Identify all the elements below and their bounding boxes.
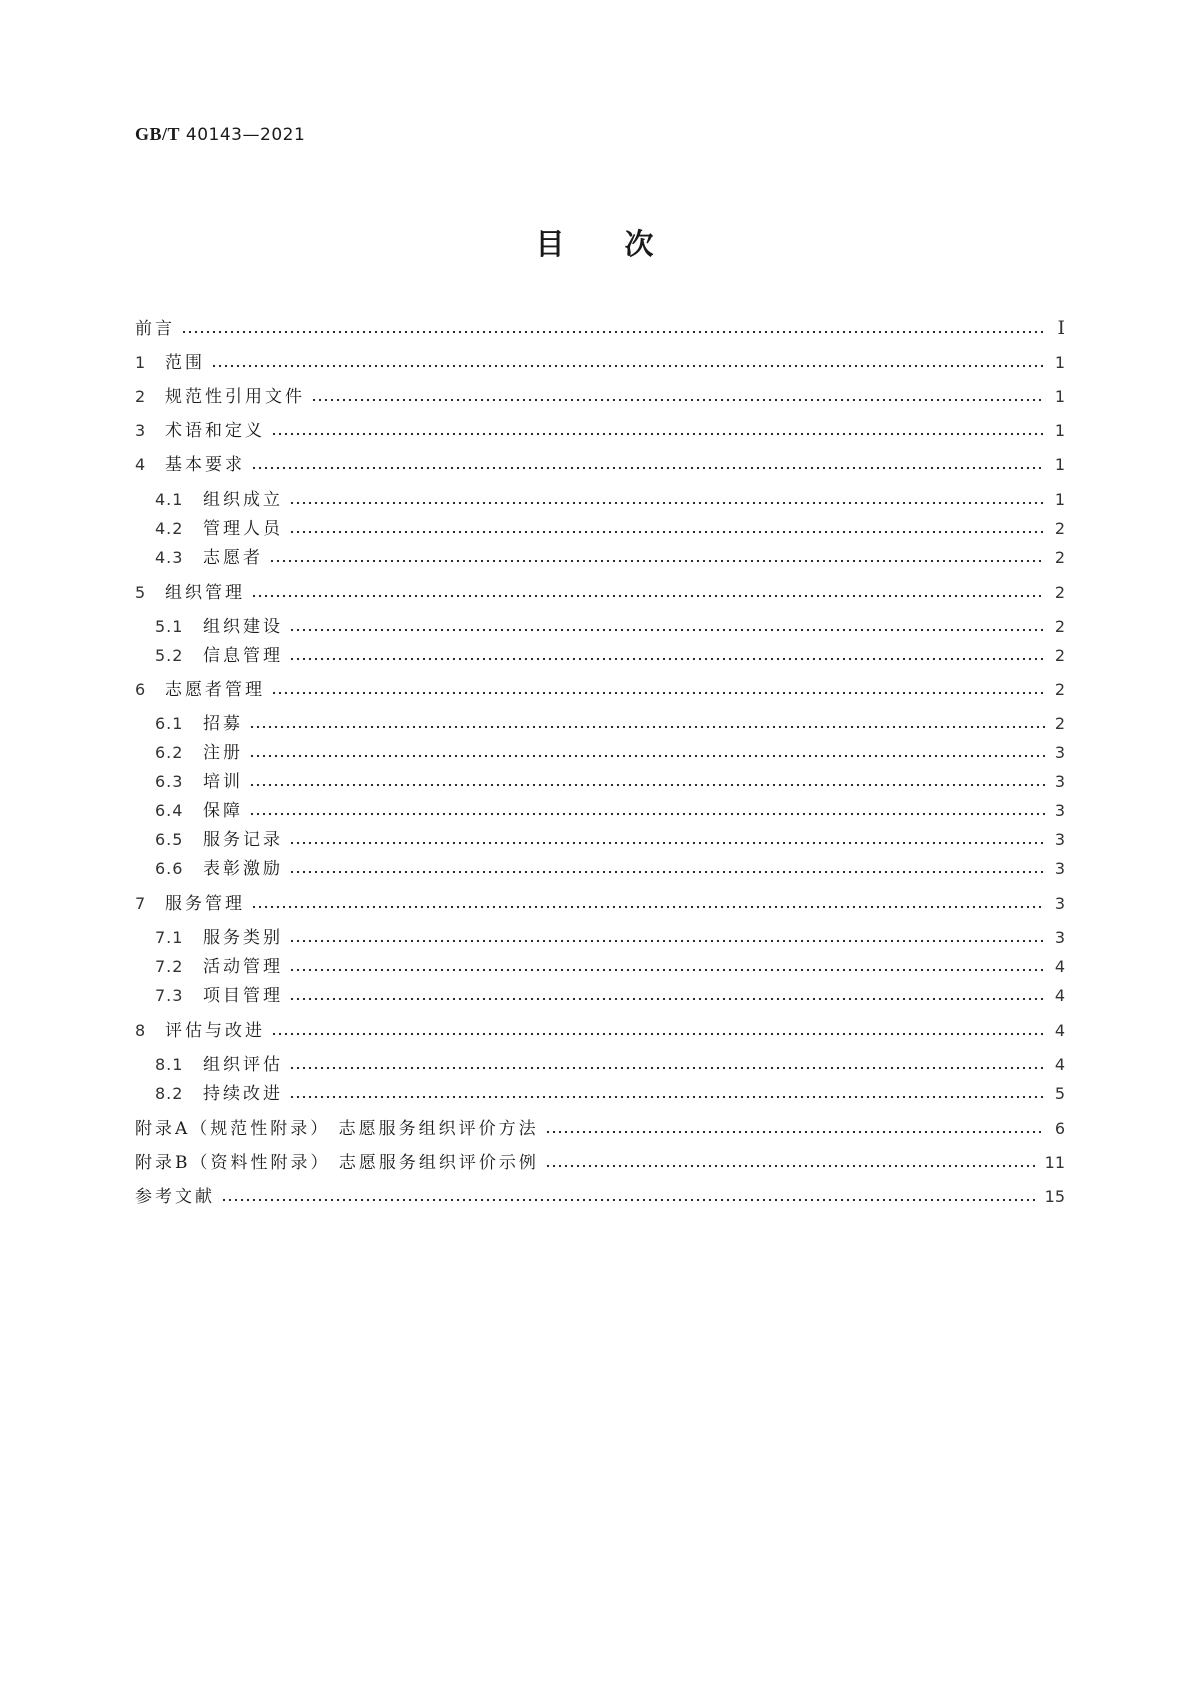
toc-leader-dots bbox=[289, 530, 1045, 534]
toc-entry-page: 2 bbox=[1054, 519, 1065, 538]
toc-leader-dots bbox=[271, 432, 1045, 436]
toc-entry[interactable] bbox=[155, 984, 1065, 1008]
toc-entry-number: 7.1 bbox=[155, 928, 184, 947]
toc-entry-page: 4 bbox=[1054, 1055, 1065, 1074]
standard-number bbox=[135, 124, 305, 145]
toc-entry-page: 1 bbox=[1054, 455, 1065, 474]
toc-entry-label: 组织管理 bbox=[165, 583, 245, 603]
toc-entry[interactable] bbox=[155, 1053, 1065, 1077]
toc-entry-number: 6.2 bbox=[155, 743, 184, 762]
page-title-char-2: 次 bbox=[624, 227, 656, 261]
toc-entry-number: 4 bbox=[135, 455, 146, 474]
toc-entry[interactable] bbox=[155, 857, 1065, 881]
toc-entry[interactable] bbox=[155, 828, 1065, 852]
toc-entry[interactable] bbox=[155, 488, 1065, 512]
toc-entry-label: 参考文献 bbox=[135, 1187, 215, 1207]
toc-entry-label: 志愿者管理 bbox=[165, 680, 265, 700]
toc-entry-label: 管理人员 bbox=[203, 519, 283, 539]
toc-leader-dots bbox=[271, 1032, 1045, 1036]
toc-entry-label: 术语和定义 bbox=[165, 421, 265, 441]
toc-entry[interactable] bbox=[155, 517, 1065, 541]
toc-entry-label: 范围 bbox=[165, 353, 205, 373]
toc-entry-label: 组织建设 bbox=[203, 617, 283, 637]
toc-entry[interactable] bbox=[135, 1117, 1065, 1141]
toc-entry-number: 7.2 bbox=[155, 957, 184, 976]
toc-leader-dots bbox=[289, 501, 1045, 505]
toc-entry-number: 8 bbox=[135, 1021, 146, 1040]
toc-entry-page: 1 bbox=[1054, 490, 1065, 509]
toc-entry-page: 2 bbox=[1054, 680, 1065, 699]
toc-leader-dots bbox=[249, 754, 1045, 758]
toc-entry-label: 信息管理 bbox=[203, 646, 283, 666]
toc-leader-dots bbox=[289, 657, 1045, 661]
toc-leader-dots bbox=[251, 594, 1045, 598]
toc-entry-page: 11 bbox=[1044, 1153, 1065, 1172]
toc-leader-dots bbox=[251, 905, 1045, 909]
toc-entry-page: 3 bbox=[1054, 743, 1065, 762]
toc-leader-dots bbox=[289, 939, 1045, 943]
toc-entry[interactable] bbox=[135, 581, 1065, 605]
toc-entry-number: 2 bbox=[135, 387, 146, 406]
toc-entry[interactable] bbox=[135, 678, 1065, 702]
toc-entry[interactable] bbox=[155, 770, 1065, 794]
toc-entry-page: 1 bbox=[1054, 421, 1065, 440]
toc-entry-label: 服务管理 bbox=[165, 894, 245, 914]
toc-entry-number: 7 bbox=[135, 894, 146, 913]
toc-entry-page: 2 bbox=[1054, 646, 1065, 665]
toc-leader-dots bbox=[289, 997, 1045, 1001]
toc-entry-number: 4.3 bbox=[155, 548, 184, 567]
toc-entry-label: 组织成立 bbox=[203, 490, 283, 510]
toc-leader-dots bbox=[289, 870, 1045, 874]
toc-entry-label: 注册 bbox=[203, 743, 243, 763]
toc-entry[interactable] bbox=[155, 799, 1065, 823]
toc-entry-page: 6 bbox=[1054, 1119, 1065, 1138]
toc-entry-number: 5 bbox=[135, 583, 146, 602]
standard-prefix: GB/T bbox=[135, 124, 181, 144]
standard-code: 40143—2021 bbox=[185, 125, 306, 145]
toc-leader-dots bbox=[545, 1164, 1035, 1168]
toc-entry-label: 评估与改进 bbox=[165, 1021, 265, 1041]
toc-entry-label: 组织评估 bbox=[203, 1055, 283, 1075]
toc-leader-dots bbox=[181, 330, 1045, 334]
toc-leader-dots bbox=[271, 691, 1045, 695]
toc-entry-label: 服务记录 bbox=[203, 830, 283, 850]
toc-leader-dots bbox=[251, 466, 1045, 470]
toc-entry-label: 招募 bbox=[203, 714, 243, 734]
toc-leader-dots bbox=[289, 841, 1045, 845]
toc-entry[interactable] bbox=[155, 712, 1065, 736]
toc-leader-dots bbox=[289, 628, 1045, 632]
toc-entry-page: 2 bbox=[1054, 583, 1065, 602]
toc-entry-number: 5.1 bbox=[155, 617, 184, 636]
toc-entry-page: 3 bbox=[1054, 894, 1065, 913]
toc-entry-label: 规范性引用文件 bbox=[165, 387, 305, 407]
toc-entry-number: 6 bbox=[135, 680, 146, 699]
toc-entry-label: 保障 bbox=[203, 801, 243, 821]
toc-entry-page: 2 bbox=[1054, 617, 1065, 636]
toc-entry-label: 持续改进 bbox=[203, 1084, 283, 1104]
toc-entry-page: 4 bbox=[1054, 986, 1065, 1005]
toc-entry-page: 3 bbox=[1054, 928, 1065, 947]
toc-entry-number: 3 bbox=[135, 421, 146, 440]
toc-entry-page: 15 bbox=[1044, 1187, 1065, 1206]
toc-leader-dots bbox=[289, 968, 1045, 972]
toc-leader-dots bbox=[249, 812, 1045, 816]
toc-entry-page: 1 bbox=[1054, 353, 1065, 372]
toc-leader-dots bbox=[211, 364, 1045, 368]
toc-entry-page: 2 bbox=[1054, 548, 1065, 567]
toc-leader-dots bbox=[221, 1198, 1035, 1202]
toc-entry-page: 4 bbox=[1054, 957, 1065, 976]
toc-entry[interactable] bbox=[135, 351, 1065, 375]
toc-leader-dots bbox=[545, 1130, 1045, 1134]
toc-entry[interactable] bbox=[155, 1082, 1065, 1106]
toc-entry[interactable] bbox=[155, 644, 1065, 668]
page-title bbox=[0, 222, 1191, 263]
toc-entry-label: 活动管理 bbox=[203, 957, 283, 977]
toc-entry-number: 7.3 bbox=[155, 986, 184, 1005]
toc-leader-dots bbox=[311, 398, 1045, 402]
toc-entry-number: 8.2 bbox=[155, 1084, 184, 1103]
toc-entry-number: 8.1 bbox=[155, 1055, 184, 1074]
toc-entry-label: 前言 bbox=[135, 319, 175, 339]
toc-leader-dots bbox=[289, 1066, 1045, 1070]
toc-entry[interactable] bbox=[135, 1185, 1065, 1209]
toc-entry-label: 附录B（资料性附录） 志愿服务组织评价示例 bbox=[135, 1153, 539, 1173]
toc-entry[interactable] bbox=[135, 419, 1065, 443]
toc-leader-dots bbox=[249, 725, 1045, 729]
toc-entry[interactable] bbox=[135, 453, 1065, 477]
toc-entry-page: Ⅰ bbox=[1057, 318, 1065, 339]
toc-entry-page: 3 bbox=[1054, 859, 1065, 878]
toc-entry-page: 5 bbox=[1054, 1084, 1065, 1103]
toc-entry[interactable] bbox=[155, 926, 1065, 950]
toc-entry-page: 4 bbox=[1054, 1021, 1065, 1040]
toc-entry-number: 6.4 bbox=[155, 801, 184, 820]
toc-entry-number: 6.1 bbox=[155, 714, 184, 733]
toc-entry-page: 3 bbox=[1054, 830, 1065, 849]
toc-entry[interactable] bbox=[135, 385, 1065, 409]
toc-leader-dots bbox=[289, 1095, 1045, 1099]
toc-entry[interactable] bbox=[135, 317, 1065, 341]
toc-entry-page: 2 bbox=[1054, 714, 1065, 733]
toc-entry-label: 附录A（规范性附录） 志愿服务组织评价方法 bbox=[135, 1119, 539, 1139]
page-title-char-1: 目 bbox=[535, 227, 567, 261]
toc-entry-number: 1 bbox=[135, 353, 146, 372]
toc-entry-number: 4.2 bbox=[155, 519, 184, 538]
toc-entry-number: 4.1 bbox=[155, 490, 184, 509]
toc-entry-label: 培训 bbox=[203, 772, 243, 792]
toc-leader-dots bbox=[249, 783, 1045, 787]
toc-entry-number: 6.5 bbox=[155, 830, 184, 849]
toc-entry-label: 项目管理 bbox=[203, 986, 283, 1006]
toc-entry-page: 3 bbox=[1054, 801, 1065, 820]
toc-entry-number: 6.3 bbox=[155, 772, 184, 791]
toc-entry[interactable] bbox=[135, 1151, 1065, 1175]
toc-entry[interactable] bbox=[135, 892, 1065, 916]
toc-entry-number: 5.2 bbox=[155, 646, 184, 665]
toc-leader-dots bbox=[269, 559, 1045, 563]
toc-entry-number: 6.6 bbox=[155, 859, 184, 878]
toc-entry[interactable] bbox=[155, 546, 1065, 570]
toc-entry-label: 志愿者 bbox=[203, 548, 263, 568]
toc-entry-label: 表彰激励 bbox=[203, 859, 283, 879]
toc-entry-label: 基本要求 bbox=[165, 455, 245, 475]
toc-entry-label: 服务类别 bbox=[203, 928, 283, 948]
toc-entry[interactable] bbox=[155, 741, 1065, 765]
toc-entry-page: 1 bbox=[1054, 387, 1065, 406]
toc-entry[interactable] bbox=[155, 955, 1065, 979]
toc-entry[interactable] bbox=[155, 615, 1065, 639]
toc-entry[interactable] bbox=[135, 1019, 1065, 1043]
toc-entry-page: 3 bbox=[1054, 772, 1065, 791]
